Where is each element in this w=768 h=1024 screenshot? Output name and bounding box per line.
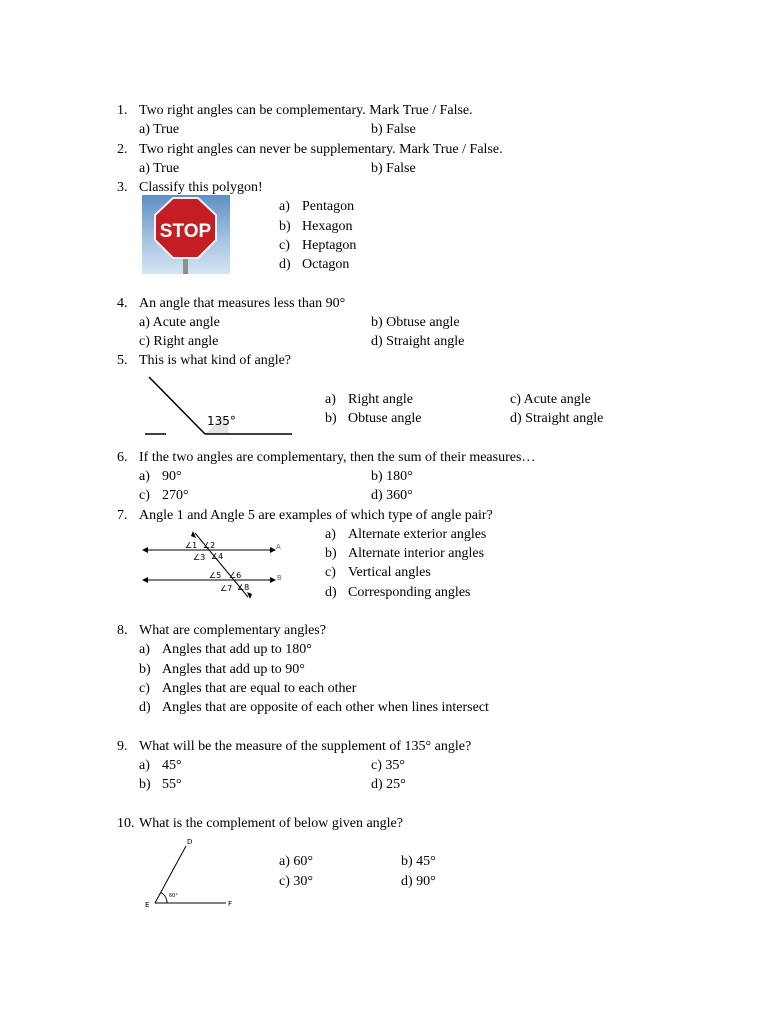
question-5-text: This is what kind of angle? — [139, 353, 292, 368]
angle-5-label: ∠5 — [209, 571, 222, 580]
question-10-option-d: d) 90° — [401, 874, 436, 889]
question-4-option-b: b) Obtuse angle — [371, 315, 460, 330]
question-5-option-c: c) Acute angle — [510, 392, 591, 407]
question-6-option-a-text: 90° — [162, 469, 182, 484]
question-3-option-c-text: Heptagon — [302, 238, 357, 253]
question-3-option-b-text: Hexagon — [302, 219, 353, 234]
question-3-option-c-letter: c) — [279, 238, 290, 253]
question-2-option-b: b) False — [371, 161, 416, 176]
question-9-option-b-letter: b) — [139, 777, 151, 792]
question-7-option-d-text: Corresponding angles — [348, 585, 471, 600]
question-9-option-b-text: 55° — [162, 777, 182, 792]
question-3-option-b-letter: b) — [279, 219, 291, 234]
question-5-option-a-text: Right angle — [348, 392, 413, 407]
question-8-option-c-letter: c) — [139, 681, 150, 696]
point-e-label: E — [145, 901, 150, 909]
question-10-option-b: b) 45° — [401, 854, 436, 869]
question-9-option-a-text: 45° — [162, 758, 182, 773]
angle-135-label: 135° — [207, 414, 236, 428]
question-9-option-c: c) 35° — [371, 758, 405, 773]
question-6-option-c-letter: c) — [139, 488, 150, 503]
question-8-option-d-text: Angles that are opposite of each other when lines intersect — [162, 700, 489, 715]
question-5-option-b-text: Obtuse angle — [348, 411, 422, 426]
angle-6-label: ∠6 — [229, 571, 242, 580]
question-10-number: 10. — [117, 816, 135, 831]
question-8-option-b-letter: b) — [139, 662, 151, 677]
question-4-option-d: d) Straight angle — [371, 334, 465, 349]
question-3-option-d-letter: d) — [279, 257, 291, 272]
question-5-option-d: d) Straight angle — [510, 411, 604, 426]
question-7-option-a-text: Alternate exterior angles — [348, 527, 487, 542]
angle-4-label: ∠4 — [211, 552, 224, 561]
line-b-label: B — [277, 574, 282, 582]
question-1-text: Two right angles can be complementary. Mark True / False. — [139, 103, 473, 118]
angle-7-label: ∠7 — [220, 584, 233, 593]
question-7-option-c-letter: c) — [325, 565, 336, 580]
question-8-option-b-text: Angles that add up to 90° — [162, 662, 305, 677]
question-8-option-d-letter: d) — [139, 700, 151, 715]
question-7-option-b-text: Alternate interior angles — [348, 546, 485, 561]
question-2-number: 2. — [117, 142, 128, 157]
angle-60-label: 60° — [169, 893, 178, 899]
question-5-number: 5. — [117, 353, 128, 368]
question-7-option-b-letter: b) — [325, 546, 337, 561]
question-7-option-a-letter: a) — [325, 527, 336, 542]
obtuse-angle-figure — [144, 372, 296, 438]
question-10-option-c: c) 30° — [279, 874, 313, 889]
question-7-number: 7. — [117, 508, 128, 523]
question-4-number: 4. — [117, 296, 128, 311]
point-f-label: F — [228, 900, 233, 908]
question-8-option-c-text: Angles that are equal to each other — [162, 681, 357, 696]
question-5-option-a-letter: a) — [325, 392, 336, 407]
question-6-option-d: d) 360° — [371, 488, 413, 503]
question-7-option-d-letter: d) — [325, 585, 337, 600]
question-8-text: What are complementary angles? — [139, 623, 326, 638]
question-3-option-a-text: Pentagon — [302, 199, 355, 214]
angle-8-label: ∠8 — [237, 583, 250, 592]
parallel-lines-transversal-figure — [140, 530, 290, 600]
sixty-degree-angle-figure — [140, 834, 240, 910]
question-2-text: Two right angles can never be supplementary. Mark True / False. — [139, 142, 503, 157]
question-1-number: 1. — [117, 103, 128, 118]
question-8-option-a-letter: a) — [139, 642, 150, 657]
question-3-number: 3. — [117, 180, 128, 195]
question-6-number: 6. — [117, 450, 128, 465]
question-8-number: 8. — [117, 623, 128, 638]
question-9-number: 9. — [117, 739, 128, 754]
question-4-text: An angle that measures less than 90° — [139, 296, 346, 311]
question-6-option-a-letter: a) — [139, 469, 150, 484]
question-1-option-a: a) True — [139, 122, 180, 137]
question-5-option-b-letter: b) — [325, 411, 337, 426]
stop-sign-text: STOP — [159, 221, 212, 242]
question-2-option-a: a) True — [139, 161, 180, 176]
question-6-option-b: b) 180° — [371, 469, 413, 484]
angle-3-label: ∠3 — [193, 553, 206, 562]
line-a-label: A — [276, 543, 281, 551]
question-9-option-d: d) 25° — [371, 777, 406, 792]
question-6-option-c-text: 270° — [162, 488, 189, 503]
question-3-option-a-letter: a) — [279, 199, 290, 214]
question-7-text: Angle 1 and Angle 5 are examples of which type of angle pair? — [139, 508, 493, 523]
question-7-option-c-text: Vertical angles — [348, 565, 431, 580]
question-1-option-b: b) False — [371, 122, 416, 137]
question-3-option-d-text: Octagon — [302, 257, 350, 272]
question-8-option-a-text: Angles that add up to 180° — [162, 642, 312, 657]
question-10-option-a: a) 60° — [279, 854, 313, 869]
point-d-label: D — [187, 838, 193, 846]
angle-2-label: ∠2 — [203, 541, 216, 550]
stop-sign-image — [142, 195, 230, 274]
question-10-text: What is the complement of below given angle? — [139, 816, 403, 831]
question-3-text: Classify this polygon! — [139, 180, 263, 195]
question-4-option-c: c) Right angle — [139, 334, 219, 349]
question-4-option-a: a) Acute angle — [139, 315, 220, 330]
angle-1-label: ∠1 — [185, 541, 198, 550]
question-6-text: If the two angles are complementary, then the sum of their measures… — [139, 450, 536, 465]
question-9-text: What will be the measure of the supplement of 135° angle? — [139, 739, 472, 754]
question-9-option-a-letter: a) — [139, 758, 150, 773]
